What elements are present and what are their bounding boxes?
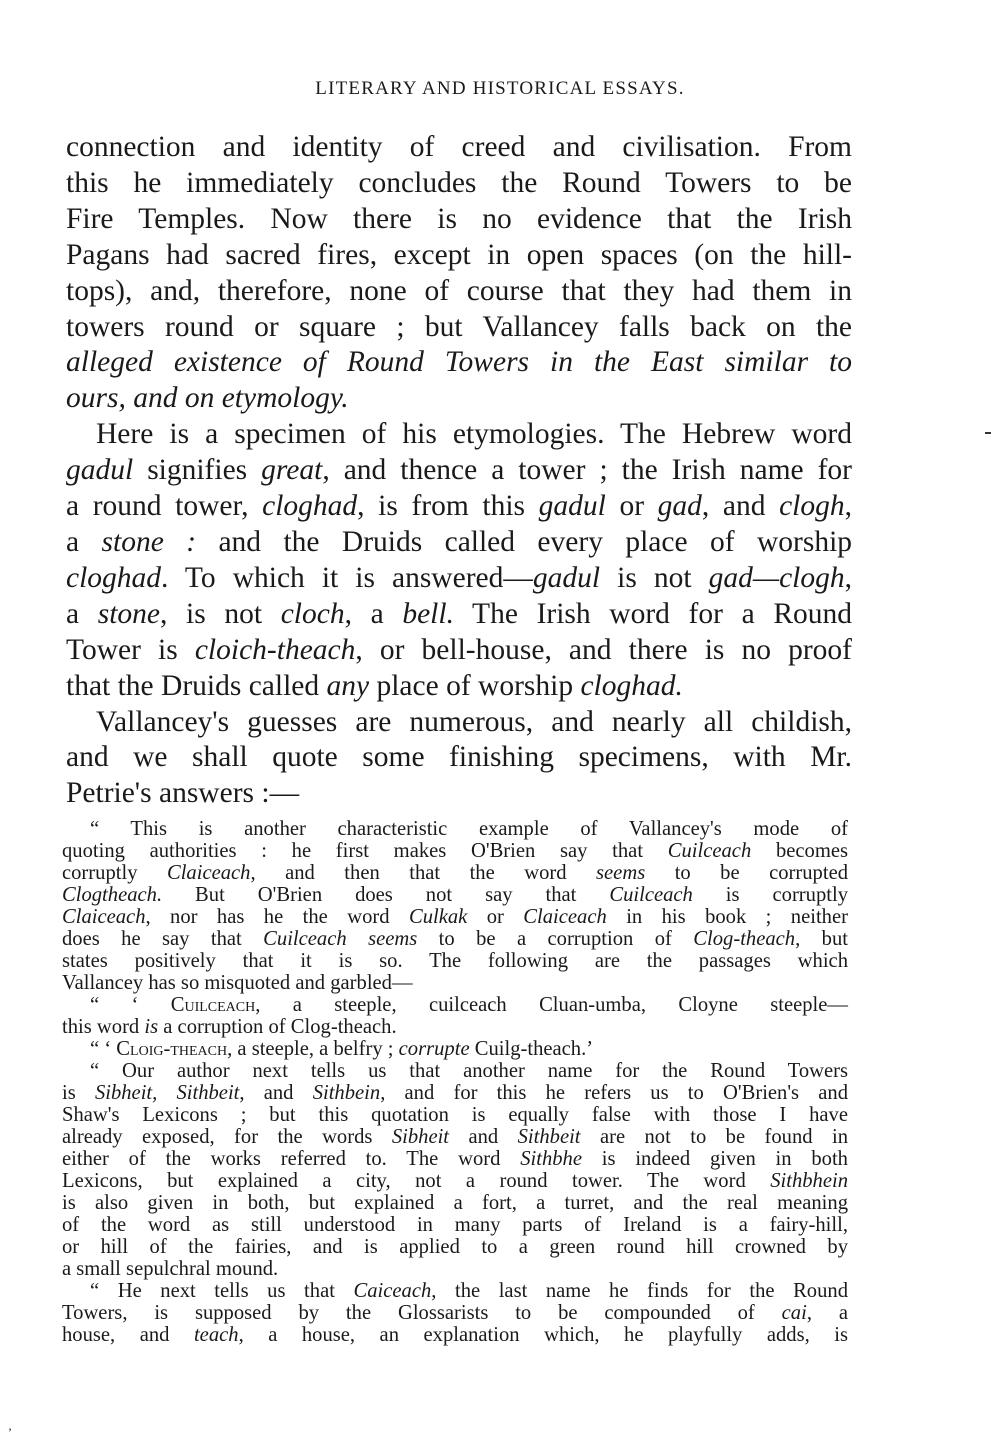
text-run: , <box>844 490 853 523</box>
text-run: is indeed given in both <box>581 1148 848 1170</box>
text-line <box>66 489 852 525</box>
text-run: , and thence a tower ; the Irish name for <box>322 454 852 487</box>
text-line: Here is a specimen of his etymologies. The Hebrew word <box>96 418 852 451</box>
text-run: corruptly <box>62 862 167 884</box>
text-run: is not <box>600 561 709 594</box>
italic-text: cloghad <box>66 561 162 594</box>
text-run: or <box>467 906 524 928</box>
text-run: Tower is <box>66 633 195 666</box>
italic-text: corrupte <box>398 1038 470 1060</box>
italic-text: cloch <box>280 597 345 630</box>
text-run: , and <box>239 1082 313 1104</box>
text-run: , <box>844 561 852 594</box>
text-line <box>62 1082 848 1104</box>
text-run: , and <box>701 490 780 523</box>
text-run: , is from this <box>357 490 539 523</box>
italic-text: Cuilceach <box>667 840 752 862</box>
text-run: . To which it is answered— <box>161 561 533 594</box>
italic-text: gadul <box>532 561 601 594</box>
text-line: tops), and, therefore, none of course that they had them in <box>66 274 852 307</box>
italic-text: bell. <box>402 597 454 630</box>
text-line <box>62 884 848 906</box>
text-line: Shaw's Lexicons ; but this quotation is equally false with those I have <box>62 1104 848 1126</box>
text-run: a <box>66 525 102 558</box>
italic-text: Cuilceach seems <box>263 928 418 950</box>
italic-text: Sibheit <box>391 1126 450 1148</box>
text-run: becomes <box>751 840 848 862</box>
text-line: Fire Temples. Now there is no evidence that the Irish <box>66 202 852 235</box>
text-line: connection and identity of creed and civilisation. From <box>66 131 852 163</box>
text-line: Vallancey has so misquoted and garbled— <box>62 972 413 994</box>
text-line: states positively that it is so. The following are the passages which <box>62 950 848 972</box>
quotation-block <box>62 818 848 1346</box>
paragraph <box>66 705 852 813</box>
text-line <box>66 525 852 561</box>
text-run: is corruptly <box>692 884 848 906</box>
text-line <box>62 840 848 862</box>
italic-text: gad—clogh <box>708 561 845 594</box>
quote-paragraph <box>62 818 848 994</box>
text-line: Petrie's answers :— <box>66 777 300 810</box>
quote-paragraph <box>62 994 848 1038</box>
text-run: , nor has he the word <box>145 906 409 928</box>
italic-text: seems <box>596 862 646 884</box>
italic-text: Clogtheach. <box>62 884 163 906</box>
text-line <box>62 1302 848 1324</box>
italic-text: Sithbein <box>312 1082 381 1104</box>
italic-text: Claiceach <box>523 906 607 928</box>
italic-text: gadul <box>66 454 134 487</box>
text-line <box>62 906 848 928</box>
running-title: LITERARY AND HISTORICAL ESSAYS. <box>315 78 685 99</box>
text-line <box>62 1280 848 1302</box>
text-line <box>62 1126 848 1148</box>
text-line <box>62 928 848 950</box>
text-run: , or bell-house, and there is no proof <box>355 633 852 666</box>
text-run: , the last name he finds for the Round <box>431 1280 848 1302</box>
italic-text: cai <box>781 1302 807 1324</box>
italic-text: teach <box>193 1324 239 1346</box>
italic-text: Sithbhe <box>520 1148 582 1170</box>
italic-text: Clog-theach <box>693 928 796 950</box>
text-run: signifies <box>133 454 262 487</box>
text-run: quoting authorities : he first makes O'Brien say that <box>62 840 668 862</box>
italic-text: any <box>326 669 370 702</box>
text-run: house, and <box>62 1324 194 1346</box>
text-run: in his book ; neither <box>606 906 848 928</box>
text-run: Lexicons, but explained a city, not a round tower. The word <box>62 1170 771 1192</box>
text-run: , and then that the word <box>250 862 597 884</box>
text-line <box>66 345 852 381</box>
small-caps-text: Cuilceach <box>170 994 256 1016</box>
text-line <box>66 633 852 669</box>
text-line: a small sepulchral mound. <box>62 1258 279 1280</box>
paragraph <box>66 417 852 704</box>
text-line: or hill of the fairies, and is applied to a green round hill crowned by <box>62 1236 848 1258</box>
italic-text: Sithbhein <box>770 1170 848 1192</box>
text-run: “ He next tells us that <box>90 1280 354 1302</box>
text-line <box>62 1016 848 1038</box>
text-run: , and for this he refers us to O'Brien's and <box>380 1082 849 1104</box>
text-run: Cuilg-theach.’ <box>469 1038 594 1060</box>
text-run: a round tower, <box>66 490 263 523</box>
italic-text: alleged existence of Round Towers in the East similar to <box>66 346 852 379</box>
text-run: or <box>605 490 658 523</box>
italic-text: great <box>261 454 323 487</box>
text-run: and the Druids called every place of worship <box>196 525 853 558</box>
text-run: to be a corruption of <box>417 928 694 950</box>
text-run: a corruption of Clog-theach. <box>158 1016 397 1038</box>
text-run: Towers, is supposed by the Glossarists to be compounded of <box>62 1302 782 1324</box>
text-run: The Irish word for a Round <box>453 597 852 630</box>
text-line <box>62 1170 848 1192</box>
text-line: Vallancey's guesses are numerous, and nearly all childish, <box>96 705 852 738</box>
text-run: does he say that <box>62 928 264 950</box>
italic-text: Sithbeit <box>517 1126 581 1148</box>
text-line <box>66 453 852 489</box>
text-line <box>66 669 852 705</box>
text-line: this he immediately concludes the Round Towers to be <box>66 166 852 199</box>
italic-text: ours, and on etymology. <box>66 382 349 415</box>
text-run: , a house, an explanation which, he playfully adds, is <box>238 1324 848 1346</box>
text-run: to be corrupted <box>645 862 849 884</box>
italic-text: stone : <box>101 525 197 558</box>
text-line: of the word as still understood in many parts of Ireland is a fairy-hill, <box>62 1214 848 1236</box>
quote-paragraph <box>62 1060 848 1280</box>
italic-text: Culkak <box>408 906 468 928</box>
italic-text: Cuilceach <box>609 884 693 906</box>
text-run: and <box>449 1126 518 1148</box>
text-run: this word <box>62 1016 145 1038</box>
text-run: already exposed, for the words <box>62 1126 392 1148</box>
text-line <box>62 1038 848 1060</box>
text-run: “ ‘ <box>90 1038 117 1060</box>
text-run: “ ‘ <box>90 994 171 1016</box>
running-head <box>0 78 1000 100</box>
italic-text: Claiceach <box>166 862 251 884</box>
text-line <box>62 994 848 1016</box>
text-run: , but <box>795 928 848 950</box>
text-line <box>66 561 852 597</box>
italic-text: cloghad <box>262 490 358 523</box>
text-run: , a <box>806 1302 848 1324</box>
text-run: , a steeple, a belfry ; <box>227 1038 399 1060</box>
italic-text: gad <box>657 490 702 523</box>
italic-text: cloghad. <box>580 669 683 702</box>
italic-text: Claiceach <box>62 906 146 928</box>
margin-mark: ’ <box>8 1425 12 1439</box>
italic-text: clogh <box>779 490 845 523</box>
italic-text: cloich-theach <box>194 633 356 666</box>
text-run: that the Druids called <box>66 669 327 702</box>
text-line: is also given in both, but explained a fort, a turret, and the real meaning <box>62 1192 848 1214</box>
quote-paragraph <box>62 1038 848 1060</box>
text-run: , a steeple, cuilceach Cluan-umba, Cloyne steeple— <box>255 994 849 1016</box>
italic-text: Caiceach <box>353 1280 432 1302</box>
text-line <box>62 1148 848 1170</box>
text-run: But O'Brien does not say that <box>162 884 610 906</box>
paragraph <box>66 130 852 417</box>
text-run: , is not <box>160 597 281 630</box>
italic-text: gadul <box>538 490 606 523</box>
text-line: “ This is another characteristic example of Vallancey's mode of <box>90 818 848 840</box>
text-line: “ Our author next tells us that another name for the Round Towers <box>90 1060 848 1082</box>
text-run: , a <box>344 597 403 630</box>
text-run: are not to be found in <box>580 1126 849 1148</box>
italic-text: Sibheit, Sithbeit <box>94 1082 240 1104</box>
text-line <box>62 1324 848 1346</box>
main-text <box>66 130 852 812</box>
text-run: place of worship <box>369 669 581 702</box>
text-run: either of the works referred to. The word <box>62 1148 521 1170</box>
small-caps-text: Cloig-theach <box>116 1038 228 1060</box>
edge-tick <box>985 432 991 434</box>
quote-paragraph <box>62 1280 848 1346</box>
text-line <box>62 862 848 884</box>
italic-text: is <box>144 1016 159 1038</box>
text-line: Pagans had sacred fires, except in open spaces (on the hill- <box>66 238 852 271</box>
text-run: a <box>66 597 98 630</box>
text-line: and we shall quote some finishing specimens, with Mr. <box>66 741 852 774</box>
text-run: is <box>62 1082 95 1104</box>
text-line <box>66 597 852 633</box>
text-line <box>66 381 852 417</box>
italic-text: stone <box>97 597 161 630</box>
text-line: towers round or square ; but Vallancey falls back on the <box>66 310 852 343</box>
